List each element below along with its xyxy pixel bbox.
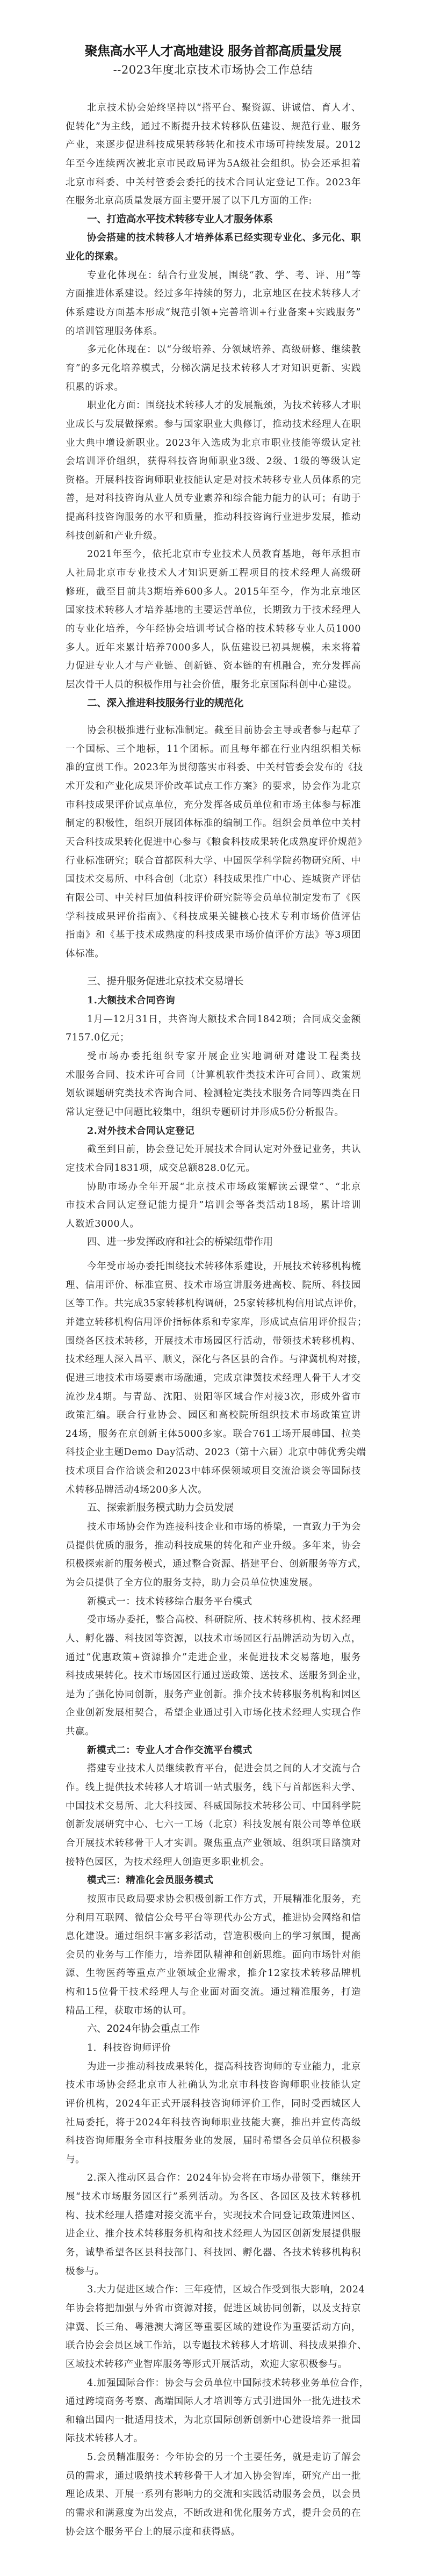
text-line: 科技企业主题Demo Day活动、2023（第十六届）北京中韩优秀尖端 — [66, 1447, 366, 1458]
text-line: 极参与。 — [66, 2266, 105, 2277]
text-line: 科技咨询师服务全市科技服务业的发展，届时希望各会员单位积极参 — [66, 2136, 361, 2147]
text-line: 1月—12月31日，共咨询大额技术合同1842项；合同成交金额 — [87, 1014, 361, 1025]
text-line: 三、提升服务促进北京技术交易增长 — [87, 976, 244, 988]
text-line: 人、孵化器、科技园等资源，以技术市场园区行品牌活动为切入点， — [66, 1633, 361, 1644]
text-line: 体标准。 — [66, 948, 105, 959]
text-line: 中国技术交易所、北大科技园、科威国际技术转移公司、中国科学院 — [66, 1800, 361, 1812]
text-line: 年协会将把加强与外省市资源对接，促进区域协同创新，以及支持京 — [66, 2303, 361, 2314]
text-line: 24场，服务在京创新主体5000多家。联合761工场开展韩国、拉美 — [66, 1428, 361, 1439]
paragraph — [66, 1518, 367, 1593]
text-line: 区域技术转移产业智库服务等形式开展活动，欢迎大家积极参与。 — [66, 2358, 348, 2370]
text-line: 一个国标、三个地标，11个团标。而且每年都在行业内组织相关标 — [66, 743, 361, 755]
text-line: 的专业化培养，今年经协会培训考试合格的技术转移专业人员1000 — [66, 623, 361, 634]
bold-paragraph — [66, 229, 361, 266]
text-line: 体系建设方面基本形成“规范引领+完善培训+行业备案+实践服务” — [66, 307, 361, 319]
text-line: 技术经理人深入昌平、顺义，深化与各区县的合作。与津冀机构对接， — [66, 1354, 367, 1365]
text-line: 理、信用评价、标准宣贯、技术市场宣讲服务进高校、院所、科技园 — [66, 1279, 361, 1291]
section-heading — [66, 694, 361, 713]
text-line: 息化建设。通过组织丰富多彩活动，营造积极向上的学习氛围，提高 — [66, 1931, 361, 1942]
text-line: 通过“优惠政策+资源推介”走进企业，来促进技术交易落地，服务 — [66, 1652, 361, 1663]
text-line: 为会员提供了全方位的服务支持，助力会员单位快速发展。 — [66, 1577, 319, 1588]
text-line: 流沙龙4期。与青岛、沈阳、贵阳等区域合作对接3次，形成外省市 — [66, 1391, 361, 1402]
text-line: 五、探索新服务模式助力会员发展 — [87, 1502, 234, 1514]
paragraph — [66, 341, 361, 396]
text-line: 际技术转移人才。 — [66, 2433, 143, 2444]
text-line: 积极探索新的服务模式，通过整合资源、搭建平台、创新服务等方式， — [66, 1559, 367, 1570]
text-line: 并建立转移机构信用评价指标体系和专家库，形成试点信用评价报告； — [66, 1317, 367, 1328]
text-line: 善，是对科技咨询从业人员专业素养和综合能力能力的认可；有助于 — [66, 493, 361, 504]
text-line: 促进三地技术市场要素市场融通，完成京津冀技术经理人骨干人才交 — [66, 1372, 361, 1384]
text-line: 2.深入推动区县合作：2024年协会将在市场办带领下，继续开 — [87, 2173, 361, 2184]
text-line: 北京技术协会始终坚持以“搭平台、聚资源、讲诚信、育人才、 — [87, 103, 361, 113]
text-line: 术转移品牌活动4场200多人次。 — [66, 1484, 208, 1495]
text-line: 二、深入推进科技服务行业的规范化 — [87, 697, 244, 709]
text-line: 1.大额技术合同咨询 — [87, 995, 176, 1007]
text-line: 7157.0亿元； — [66, 1032, 130, 1044]
text-line: 分利用互联网、微信公众号平台等现代办公方式，推进协会网络和信 — [66, 1912, 361, 1923]
text-line: 业大典中增设新职业。2023年入选成为北京市职业技能等级认定社 — [66, 437, 361, 448]
text-line: 政策汇编。联合行业协会、园区和高校院所组织技术市场政策宣讲 — [66, 1410, 361, 1421]
text-line: 展“技术市场服务园区行”系列活动。为各区、各园区及技术转移机 — [66, 2191, 362, 2203]
section-heading — [66, 1233, 361, 1252]
text-line: 制定的积极性，组织开展团体标准的编制工作。组织会员单位中关村 — [66, 818, 361, 829]
text-line: 业化的探索。 — [66, 251, 124, 263]
text-line: 会员的业务与工作能力，培养团队精神和创新思维。面向市场针对能 — [66, 1949, 361, 1960]
document-body — [66, 99, 369, 2541]
text-line: 今年受市场办委托围绕技术转移体系建设，开展技术转移机构梳 — [87, 1261, 361, 1272]
text-line: 接特色园区，为技术经理人创造更多职业机会。 — [66, 1856, 270, 1868]
text-line: 合开展技术转移骨干人才实训。聚焦重点产业领域、组织项目路演对 — [66, 1837, 361, 1849]
paragraph — [66, 2448, 361, 2541]
paragraph — [66, 1140, 361, 1177]
text-line: 务，诚挚希望各区县科技部门、科技园、孵化器、各技术转移机构积 — [66, 2247, 361, 2259]
text-line: 的需求和满意度为出发点，不断改进和优化服务方式，提升会员的在 — [66, 2508, 361, 2519]
text-line: 共赢。 — [66, 1726, 95, 1738]
text-line: 协会这个服务平台上的展示度和获得感。 — [66, 2526, 241, 2537]
paragraph — [66, 1257, 367, 1499]
text-line: 四、进一步发挥政府和社会的桥梁纽带作用 — [87, 1236, 273, 1248]
text-line: 人数近3000人。 — [66, 1218, 140, 1229]
subsection-heading — [66, 992, 361, 1010]
text-line: 作。线上提供技术转移人才培训一站式服务，线下与首都医科大学、 — [66, 1782, 361, 1793]
paragraph — [66, 2281, 367, 2374]
text-line: 产业，来逐步促进科技成果转移转化和技术市场可持续发展。2012 — [66, 140, 361, 151]
text-line: 模式三：精准化会员服务模式 — [87, 1875, 214, 1886]
section-heading — [66, 2020, 361, 2039]
text-line: 1．科技咨询师评价 — [87, 2042, 171, 2053]
text-line: 进企业、推介技术转移服务机构和技术经理人为园区创新发展提供服 — [66, 2228, 361, 2240]
text-line: 协会搭建的技术转移人才培养体系已经实现专业化、多元化、职 — [87, 233, 361, 244]
text-line: 创新发展研究中心、七六一工场（北京）科技发展有限公司等单位联 — [66, 1819, 361, 1830]
section-heading — [66, 973, 361, 992]
text-line: 为进一步推动科技成果转化，提高科技咨询师的专业能力，北京 — [87, 2061, 361, 2072]
text-line: 2021年至今，依托北京市专业技术人员教育基地，每年承担市 — [87, 549, 361, 560]
paragraph — [66, 1047, 361, 1122]
paragraph — [66, 266, 361, 341]
document-title: 聚焦高水平人才高地建设 服务首都高质量发展 — [84, 44, 342, 59]
text-line: 搭建专业技术人员继续教育平台，促进会员之间的人才交流与合 — [87, 1763, 361, 1775]
text-line: 与。 — [66, 2154, 85, 2165]
text-line: 5.会员精准服务：今年协会的另一个主要任务，就是走访了解会 — [87, 2452, 361, 2463]
paragraph — [66, 2374, 369, 2449]
text-line: 新模式一：技术转移综合服务平台模式 — [87, 1596, 252, 1607]
text-line: 有限公司、中关村巨加值科技评价研究院等会员单位制定发布了《医 — [66, 892, 361, 903]
text-line: 评价机构，2024年正式开展科技咨询师评价工作，同时受西城区人 — [66, 2098, 361, 2109]
text-line: 修班，截至目前共3期培养600多人。2015年至今，作为北京地区 — [66, 586, 361, 597]
text-line: 科技创新和产业升级。 — [66, 530, 163, 541]
text-line: 一、打造高水平技术转移专业人才服务体系 — [87, 213, 273, 225]
text-line: 促转化”为主线，通过不断提升技术转移队伍建设、规范行业、服务 — [66, 121, 361, 132]
document-subtitle: --2023年度北京技术市场协会工作总结 — [113, 63, 313, 76]
text-line: 准的宣贯工作。2023年为贯彻落实市科委、中关村管委会发布的《技 — [66, 762, 363, 773]
paragraph — [66, 1890, 361, 2020]
text-line: 3.大力促进区域合作：三年疫情，区域合作受到很大影响，2024 — [87, 2284, 365, 2296]
text-line: 构、技术经理人搭建对接交流平台，实现技术合同登记政策进园区、 — [66, 2210, 361, 2221]
text-line: 津冀、长三角、粤港澳大湾区等重要区域的建设作为重要活动方向， — [66, 2321, 361, 2333]
paragraph — [66, 721, 367, 963]
text-line: 专业化体现在：结合行业发展，围绕“教、学、考、评、用”等 — [87, 270, 361, 281]
text-line: 育”的多元化培养模式，分梯次满足技术转移人才对知识更新、实践 — [66, 363, 361, 374]
text-line: 积累的诉求。 — [66, 381, 124, 393]
text-line: 通过跨境商务考察、高端国际人才培训等方式引进国外一批先进技术 — [66, 2396, 361, 2407]
text-line: 在服务北京高质量发展方面主要开展了以下几方面的工作: — [66, 196, 312, 207]
text-line: 技术市场协会经北京市人社确认为北京市科技咨询师职业技能认定 — [66, 2080, 361, 2091]
text-line: 国家技术转移人才培养基地的主要运营单位，长期致力于技术经理人 — [66, 605, 361, 616]
text-line: 协会积极推进行业标准制定。截至目前协会主导或者参与起草了 — [87, 725, 361, 736]
text-line: 定技术合同1831项，成交总额828.0亿元。 — [66, 1162, 256, 1174]
paragraph — [66, 1178, 361, 1234]
text-line: 职业化方面：围绕技术转移人才的发展瓶颈，为技术转移人才职 — [87, 400, 361, 411]
text-line: 受市场办委托组织专家开展企业实地调研对建设工程类技 — [87, 1051, 361, 1062]
text-line: 力促进专业人才与产业链、创新链、资本链的有机融合，充分发挥高 — [66, 661, 361, 672]
paragraph — [66, 396, 361, 545]
text-line: 是为了强化协同创新，服务产业创新。推介技术转移服务机构和园区 — [66, 1689, 361, 1700]
text-line: 北京市科委、中关村管委会委托的技术合同认定登记工作。2023年 — [66, 177, 361, 188]
paragraph — [66, 1593, 361, 1611]
text-line: 多人。近年来累计培养7000多人，队伍建设已初具规模，未来将着 — [66, 642, 361, 653]
text-line: 业成长与发展做探索。参与国家职业大典修订，推动技术经理人在职 — [66, 418, 361, 430]
text-line: 多元化体现在：以“分级培养、分领域培养、高级研修、继续教 — [87, 344, 361, 356]
text-line: 行业标准研究；联合首都医科大学、中国医学科学院药物研究所、中 — [66, 855, 361, 866]
paragraph — [66, 1611, 367, 1741]
text-line: 2.对外技术合同认定登记 — [87, 1125, 195, 1137]
text-line: 和输出国内一批适用技术，为北京国际创新创新中心建设培养一批国 — [66, 2414, 361, 2426]
text-line: 划软课题研究类技术咨询合同、检测检定类技术服务合同等四类在日 — [66, 1088, 361, 1099]
text-line: 围绕各区技术转移，开展技术市场园区行活动，带领技术转移机构、 — [66, 1335, 361, 1347]
text-line: 人社局北京市专业技术人才知识更新工程项目的技术经理人高级研 — [66, 568, 361, 579]
paragraph — [66, 545, 361, 694]
text-line: 方面推进体系建设。经过多年持续的努力，北京地区在技术转移人才 — [66, 288, 361, 300]
text-line: 技术市场协会作为连接科技企业和市场的桥梁，一直致力于为会 — [87, 1522, 361, 1533]
text-line: 科技成果转化。技术市场园区行通过送政策、送技术、送服务到企业， — [66, 1670, 367, 1682]
text-line: 联合协会会员区域工作站，以专题技术转移人才培训、科技成果推介、 — [66, 2340, 367, 2351]
text-line: 区等工作。共完成35家转移机构调研，25家转移机构信用试点评价， — [66, 1298, 363, 1309]
text-line: 术开发和产业化成果评价改革试点工作方案》的要求，协会作为北京 — [66, 781, 361, 792]
subsection-heading — [66, 1741, 361, 1760]
paragraph — [66, 2169, 361, 2281]
text-line: 指南》和《基于技术成熟度的科技成果市场价值评价方法》等3项团 — [66, 930, 361, 941]
paragraph — [66, 2058, 361, 2169]
text-line: 的培训管理服务体系。 — [66, 325, 163, 337]
text-line: 天合科技成果转化促进中心参与《粮食科技成果转化成熟度评价规范》 — [66, 836, 367, 848]
text-line: 新模式二：专业人才合作交流平台模式 — [87, 1745, 252, 1756]
text-line: 企业创新发展相契合，希望企业通过引入市场化技术经理人实现合作 — [66, 1707, 361, 1719]
text-line: 构和15位骨干技术经理人与企业面对面交流。通过精准服务，打造 — [66, 1987, 361, 1998]
text-line: 按照市民政局要求协会积极创新工作方式，开展精准化服务，充 — [87, 1893, 361, 1905]
text-line: 技术项目合作洽谈会和2023中韩环保领域项目交流洽谈会等国际技 — [66, 1466, 361, 1477]
text-line: 层次骨干人员的积极作用与社会价值，服务北京国际科创中心建设。 — [66, 679, 357, 690]
paragraph — [66, 2039, 361, 2058]
paragraph — [66, 1760, 361, 1871]
text-line: 常认定登记中问题比较集中，组织专题研讨并形成5份分析报告。 — [66, 1106, 344, 1118]
paragraph — [66, 1010, 361, 1047]
text-line: 精品工程，获取市场的认可。 — [66, 2005, 192, 2016]
text-line: 受市场办委托，整合高校、科研院所、技术转移机构、技术经理 — [87, 1615, 361, 1626]
text-line: 社局委托，将于2024年科技咨询师职业技能大赛，推出并宣传高级 — [66, 2117, 361, 2128]
section-heading — [66, 1499, 361, 1518]
subsection-heading — [66, 1871, 361, 1890]
text-line: 年至今连续两次被北京市民政局评为5A级社会组织。协会还承担着 — [66, 158, 361, 169]
text-line: 术服务合同、技术许可合同（计算机软件类技术许可合同）、政策规 — [66, 1069, 361, 1081]
text-line: 会培训评价组织，获得科技咨询师职业3级、2级、1级的等级认定 — [66, 456, 361, 467]
text-line: 市科技成果评价试点单位，充分发挥各成员单位和市场主体参与标准 — [66, 799, 361, 811]
text-line: 理论成果、开展一系列有影响力的交流和实践活动服务会员，以会员 — [66, 2489, 361, 2500]
text-line: 六、2024年协会重点工作 — [87, 2023, 200, 2035]
subsection-heading — [66, 1122, 361, 1141]
text-line: 学科技成果评价指南》、《科技成果关键核心技术专利市场价值评估 — [66, 911, 361, 922]
text-line: 员提供优质的服务，推动科技成果的转化和产业升级。多年来，协会 — [66, 1540, 361, 1551]
text-line: 员的需求，通过吸纳技术转移骨干人才加入协会智库，研究产出一批 — [66, 2470, 361, 2481]
text-line: 4.加强国际合作：协会与会员单位中国际技术转移业务单位合作， — [87, 2377, 369, 2389]
text-line: 资格。开展科技咨询师职业技能认定是对技术转移专业人员体系的完 — [66, 474, 361, 486]
text-line: 提高科技咨询服务的水平和质量，推动科技咨询行业进步发展，推动 — [66, 512, 361, 523]
text-line: 市技术合同认定登记能力提升”培训会等各类活动18场，累计培训 — [66, 1200, 361, 1211]
text-line: 截至到目前，协会登记处开展技术合同认定对外登记业务，共认 — [87, 1144, 361, 1155]
text-line: 源、生物医药等重点产业领域企业需求，推介12家技术转移品牌机 — [66, 1968, 361, 1979]
section-heading — [66, 211, 361, 229]
text-line: 协助市场办全年开展“北京技术市场政策解读云课堂”、“北京 — [87, 1181, 361, 1192]
paragraph — [66, 99, 361, 211]
text-line: 国技术交易所、中科合创（北京）科技成果推广中心、连城资产评估 — [66, 874, 361, 885]
